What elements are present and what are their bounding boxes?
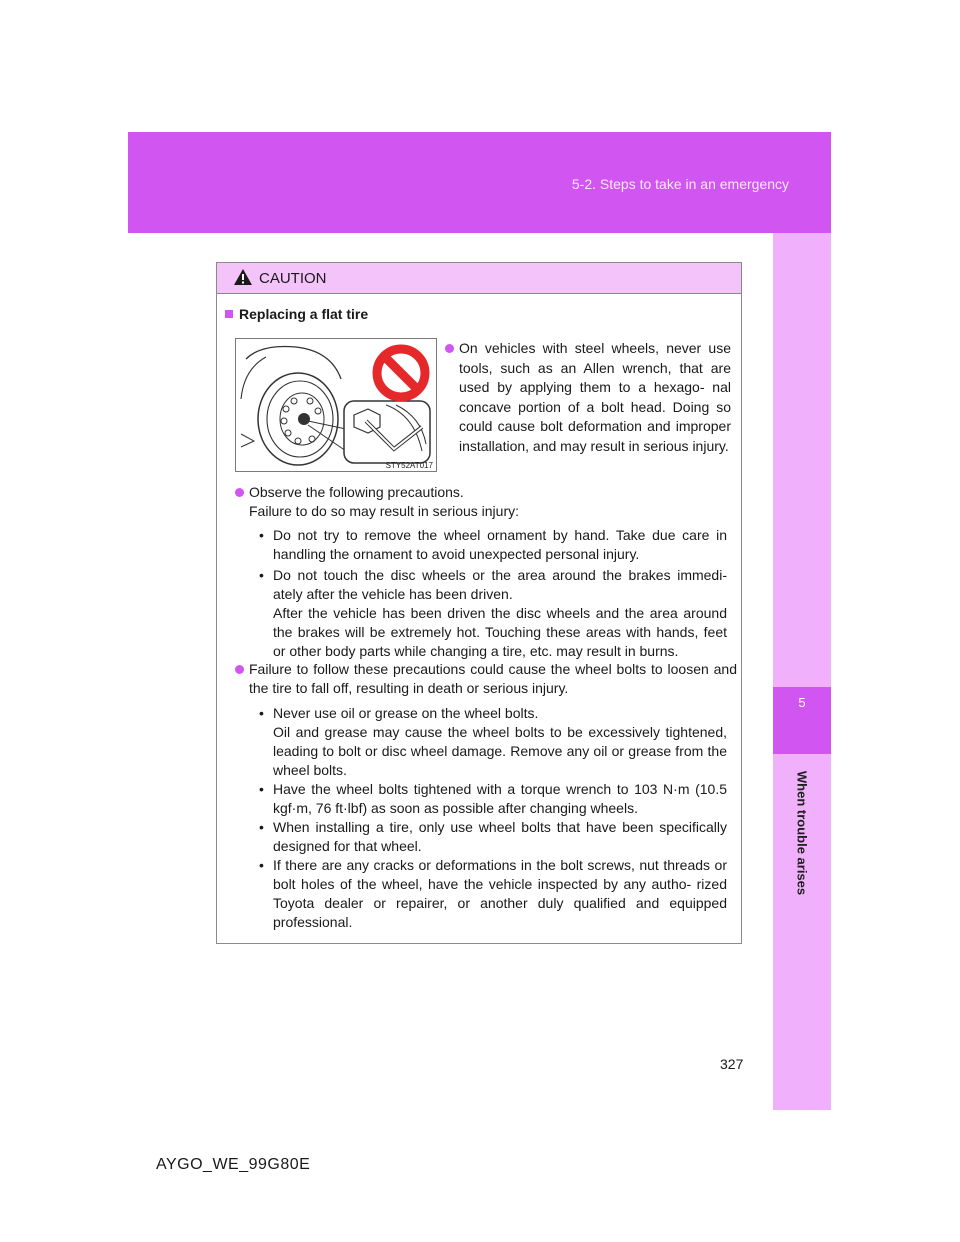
list-marker: • xyxy=(259,819,264,835)
list-item-text: Do not touch the disc wheels or the area around the brakes immedi- ately after the vehicle has been driven. xyxy=(273,567,727,602)
list-item-text: If there are any cracks or deformations in the bolt screws, nut threads or bolt holes of the wheel, have the vehicle inspected by any autho- rized Toyota dealer or repairer, or another duly qualified and equipped professional. xyxy=(273,857,727,930)
chapter-label: When trouble arises xyxy=(794,770,810,896)
list-item-text: Oil and grease may cause the wheel bolts to be excessively tightened, leading to bolt or disc wheel damage. Remove any oil or grease from the wheel bolts. xyxy=(273,724,727,778)
header-band xyxy=(128,132,831,233)
list-marker: • xyxy=(259,527,264,543)
list-item-text: After the vehicle has been driven the disc wheels and the area around the brakes will be extremely hot. Touching these areas with hands, feet or other body parts while changing a tire, etc. may result in burns. xyxy=(273,605,727,659)
subheading-text: Replacing a flat tire xyxy=(239,306,369,322)
round-bullet-icon xyxy=(235,665,244,674)
bullet-observe-precautions: Observe the following precautions. xyxy=(249,484,464,500)
chapter-block xyxy=(773,687,831,754)
bullet-wheel-bolts-loosen: Failure to follow these precautions could cause the wheel bolts to loosen and the tire to fall off, resulting in death or serious injury. xyxy=(249,661,737,696)
figure-code: STY52AT017 xyxy=(385,461,433,470)
list-item xyxy=(259,566,727,666)
bullet-steel-wheel-tools: On vehicles with steel wheels, never use tools, such as an Allen wrench, that are used by applying them to a hexago- nal concave portion of a bolt head. Doing so could cause bolt deformation and improper installation, and may result in serious injury. xyxy=(459,340,731,454)
list-item xyxy=(259,780,727,820)
square-bullet-icon xyxy=(225,310,233,318)
list-item-text: Have the wheel bolts tightened with a torque wrench to 103 N·m (10.5 kgf·m, 76 ft·lbf) as soon as possible after changing wheels. xyxy=(273,781,727,816)
list-marker: • xyxy=(259,857,264,873)
prohibited-icon xyxy=(377,349,425,397)
figure-wheel-prohibited-tool xyxy=(235,338,437,472)
wheel-illustration xyxy=(236,339,436,471)
warning-triangle-icon xyxy=(233,268,253,286)
list-item xyxy=(259,856,727,936)
list-item-text: When installing a tire, only use wheel bolts that have been specifically designed for that wheel. xyxy=(273,819,727,854)
chapter-number: 5 xyxy=(798,695,806,710)
chapter-side-tab[interactable] xyxy=(773,233,831,1110)
document-code: AYGO_WE_99G80E xyxy=(156,1156,311,1173)
bullet-observe-precautions-sub: Failure to do so may result in serious injury: xyxy=(249,503,519,519)
page-number: 327 xyxy=(720,1056,744,1072)
list-marker: • xyxy=(259,567,264,583)
list-item xyxy=(259,526,727,566)
list-marker: • xyxy=(259,705,264,721)
subheading xyxy=(225,306,368,322)
round-bullet-icon xyxy=(235,488,244,497)
list-item xyxy=(259,818,727,858)
list-item-text: Do not try to remove the wheel ornament by hand. Take due care in handling the ornament to avoid unexpected personal injury. xyxy=(273,527,727,562)
list-item-text: Never use oil or grease on the wheel bolts. xyxy=(273,705,539,721)
section-title: 5-2. Steps to take in an emergency xyxy=(571,176,789,192)
round-bullet-icon xyxy=(445,344,454,353)
caution-title: CAUTION xyxy=(259,270,327,287)
caution-header xyxy=(217,263,741,294)
list-marker: • xyxy=(259,781,264,797)
caution-box xyxy=(216,262,742,944)
